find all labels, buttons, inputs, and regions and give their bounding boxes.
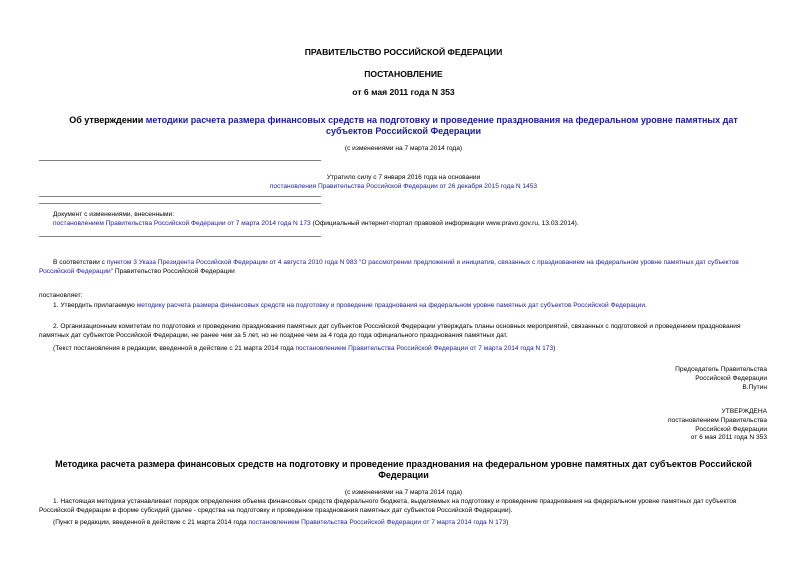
- changes-link[interactable]: постановлением Правительства Российской Федерации от 7 марта 2014 года N 173: [53, 220, 311, 227]
- item-2-note: [53, 345, 555, 354]
- method-p1-note: [53, 519, 508, 528]
- org-name: ПРАВИТЕЛЬСТВО РОССИЙСКОЙ ФЕДЕРАЦИИ: [304, 47, 503, 57]
- approved-by: постановлением Правительства: [667, 416, 767, 424]
- method-p1-note-suffix: ): [506, 519, 509, 526]
- decrees-word: постановляет:: [39, 292, 83, 299]
- divider: [39, 160, 321, 161]
- changes-label: Документ с изменениями, внесенными:: [53, 211, 175, 218]
- item-1-prefix: 1. Утвердить прилагаемую: [53, 302, 137, 309]
- approved-org: Российской Федерации: [695, 425, 767, 433]
- amendment-note: (с изменениями на 7 марта 2014 года): [344, 145, 463, 152]
- signature-name: В.Путин: [742, 383, 767, 391]
- divider: [39, 196, 321, 197]
- signature-org: Российской Федерации: [695, 374, 767, 382]
- approved-date: от 6 мая 2011 года N 353: [690, 434, 767, 442]
- preamble-suffix: Правительство Российской Федерации: [113, 267, 235, 275]
- preamble-prefix: В соответствии с: [53, 259, 107, 266]
- lost-force-link[interactable]: постановления Правительства Российской Федерации от 26 декабря 2015 года N 1453: [269, 183, 538, 190]
- signature-position: Председатель Правительства: [675, 366, 767, 373]
- doc-date-number: от 6 мая 2011 года N 353: [352, 87, 455, 97]
- title-prefix: Об утверждении: [69, 115, 146, 125]
- method-title: Методика расчета размера финансовых средств на подготовку и проведение празднования на федеральном уровне памятных дат субъектов Российской Федерации: [55, 459, 752, 480]
- approved-word: УТВЕРЖДЕНА: [721, 408, 767, 415]
- item-2-note-link[interactable]: постановлением Правительства Российской Федерации от 7 марта 2014 года N 173: [295, 345, 554, 352]
- changes-line: [53, 220, 579, 229]
- approved-block: [668, 408, 767, 443]
- item-1-method-link[interactable]: методику расчета размера финансовых средств на подготовку и проведение празднования на федеральном уровне памятных дат субъектов Российской Федерации: [136, 302, 646, 309]
- item-2: 2. Организационным комитетам по подготовке и проведению празднования памятных дат субъектов Российской Федерации утверждать планы основных мероприятий, связанных с подготовкой и проведением празднования памятных дат субъектов Российской Федерации, не ранее чем за 5 лет, но не позднее чем за 4 года до года официального празднования памятных дат.: [39, 323, 741, 339]
- preamble-decree-link[interactable]: пунктом 3 Указа Президента Российской Федерации от 4 августа 2010 года N 983 "О рассмотрении предложений и инициатив, связанных с празднованием на федеральном уровне памятных дат субъектов Российской Федерации": [39, 259, 739, 275]
- item-1: [53, 302, 647, 311]
- title-method-link[interactable]: методики расчета размера финансовых средств на подготовку и проведение празднования на федеральном уровне памятных дат субъектов Российской Федерации: [145, 115, 738, 136]
- changes-suffix: (Официальный интернет-портал правовой информации www.pravo.gov.ru, 13.03.2014).: [310, 220, 579, 227]
- item-2-note-prefix: (Текст постановления в редакции, введенной в действие с 21 марта 2014 года: [53, 345, 296, 352]
- item-1-suffix: .: [645, 302, 647, 309]
- divider: [39, 236, 321, 237]
- lost-force-text: Утратило силу с 7 января 2016 года на основании: [326, 174, 481, 181]
- lost-force-line: [0, 183, 807, 192]
- method-p1-note-link[interactable]: постановлением Правительства Российской Федерации от 7 марта 2014 года N 173: [248, 519, 507, 526]
- document-title: [45, 115, 762, 137]
- item-2-note-suffix: ): [553, 345, 556, 352]
- method-amendment-note: (с изменениями на 7 марта 2014 года): [344, 489, 463, 496]
- method-p1-note-prefix: (Пункт в редакции, введенной в действие с 21 марта 2014 года: [53, 519, 249, 526]
- doc-type: ПОСТАНОВЛЕНИЕ: [364, 69, 443, 79]
- method-paragraph-1: 1. Настоящая методика устанавливает порядок определения объема финансовых средств федерального бюджета, выделяемых на подготовку и проведение празднования на федеральном уровне памятных дат субъектов Российской Федерации в форме субсидий (далее - средства на подготовку и проведение празднования памятных дат субъектов Российской Федерации).: [39, 498, 737, 514]
- signature-block: [675, 366, 767, 392]
- divider: [39, 203, 321, 204]
- preamble: [39, 259, 769, 277]
